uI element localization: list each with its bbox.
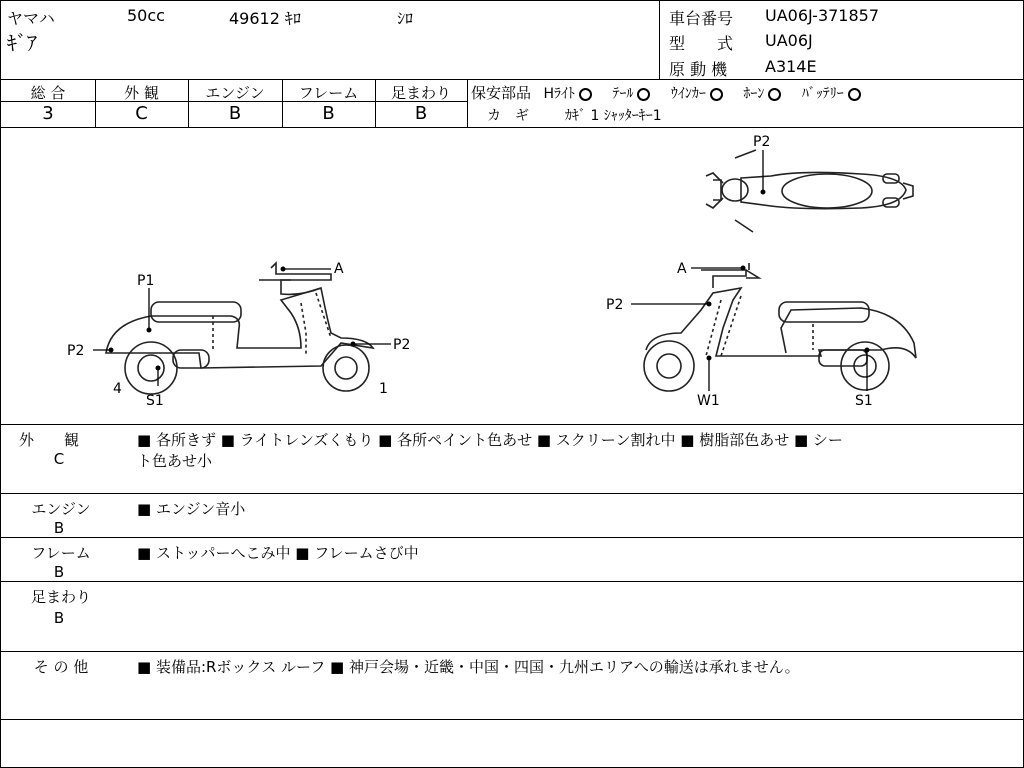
grade-value-engine: B <box>228 103 242 124</box>
label-p2-left: P2 <box>67 343 85 359</box>
rule <box>1 651 1023 652</box>
safety-item-headlight <box>543 86 592 102</box>
label-a-right: A <box>677 261 687 277</box>
label-w1: W1 <box>697 393 720 409</box>
label-4: 4 <box>113 381 122 397</box>
section-text: ■ エンジン音小 <box>137 500 246 518</box>
grade-value-exterior: C <box>135 103 148 124</box>
grade-label-engine: エンジン <box>205 84 265 102</box>
rule <box>1 79 1023 80</box>
label-p2-right: P2 <box>393 337 411 353</box>
grade-value-frame: B <box>322 103 335 124</box>
engine-value: A314E <box>765 57 817 76</box>
scooter-right-view <box>644 263 916 391</box>
engine-label: 原 動 機 <box>669 60 728 79</box>
grade-label-frame: フレーム <box>298 84 359 102</box>
section-grade: B <box>53 609 65 627</box>
chassis-label: 車台番号 <box>669 9 734 28</box>
status-circle-icon <box>637 88 650 101</box>
color: ｼﾛ <box>397 9 414 28</box>
safety-item-name: ﾎｰﾝ <box>743 86 765 102</box>
safety-item-name: ﾊﾞｯﾃﾘｰ <box>801 86 844 102</box>
status-circle-icon <box>579 88 592 101</box>
safety-parts <box>471 82 861 103</box>
label-1: 1 <box>379 381 388 397</box>
safety-label: 保安部品 <box>471 84 532 102</box>
safety-item-name: ﾃｰﾙ <box>612 86 634 102</box>
scooter-top-view <box>706 150 913 232</box>
grade-value-suspension: B <box>414 103 428 124</box>
status-circle-icon <box>848 88 861 101</box>
section-label: フレーム <box>31 544 91 562</box>
section-grade: C <box>53 450 65 468</box>
rule <box>1 581 1023 582</box>
grade-label-suspension: 足まわり <box>390 84 451 102</box>
rule <box>1 424 1023 425</box>
section-label: エンジン <box>31 500 91 518</box>
type-value: UA06J <box>765 31 813 50</box>
rule <box>1 719 1023 720</box>
mileage: 49612 ｷﾛ <box>229 9 301 28</box>
section-grade: B <box>53 563 65 581</box>
section-text: ■ 装備品:Rボックス ルーフ ■ 神戸会場・近畿・中国・四国・九州エリアへの輸送は承れません。 <box>137 658 800 676</box>
status-circle-icon <box>710 88 723 101</box>
header-divider <box>659 1 660 79</box>
label-p2-top: P2 <box>753 134 771 150</box>
label-p2-mid: P2 <box>606 297 624 313</box>
section-text-cont: ト色あせ小 <box>137 452 213 470</box>
type-label: 型 式 <box>669 34 734 53</box>
grade-value-overall: 3 <box>42 103 54 124</box>
key-value: ｶｷﾞ 1 ｼｬｯﾀｰｷｰ1 <box>565 108 662 124</box>
label-s1-left: S1 <box>146 393 164 409</box>
label-a-left: A <box>334 261 344 277</box>
displacement: 50cc <box>127 6 165 25</box>
grade-label-exterior: 外 観 <box>124 84 159 102</box>
safety-item-battery <box>802 86 861 102</box>
key-label: カ ギ <box>487 108 529 124</box>
section-grade: B <box>53 519 65 537</box>
maker: ヤマハ <box>7 9 55 28</box>
section-text: ■ ストッパーへこみ中 ■ フレームさび中 <box>137 544 419 562</box>
label-s1-right: S1 <box>855 393 873 409</box>
section-label: そ の 他 <box>33 658 89 676</box>
section-label: 外 観 <box>18 431 79 449</box>
grade-divider <box>467 79 468 127</box>
rule <box>1 537 1023 538</box>
safety-item-name: ｳｲﾝｶｰ <box>670 86 706 102</box>
safety-item-tail <box>612 86 650 102</box>
damage-diagram <box>1 128 1023 424</box>
section-label: 足まわり <box>30 588 91 606</box>
section-text: ■ 各所きず ■ ライトレンズくもり ■ 各所ペイント色あせ ■ スクリーン割れ中 ■ 樹脂部色あせ ■ シー <box>137 431 843 449</box>
label-p1: P1 <box>137 273 155 289</box>
safety-item-name: Hﾗｲﾄ <box>543 86 575 102</box>
grade-label-overall: 総 合 <box>30 84 66 102</box>
model-name: ｷﾞｱ <box>7 31 37 55</box>
chassis-value: UA06J-371857 <box>765 6 880 25</box>
rule <box>1 493 1023 494</box>
status-circle-icon <box>768 88 781 101</box>
safety-item-horn <box>743 86 781 102</box>
safety-item-winker <box>671 86 723 102</box>
